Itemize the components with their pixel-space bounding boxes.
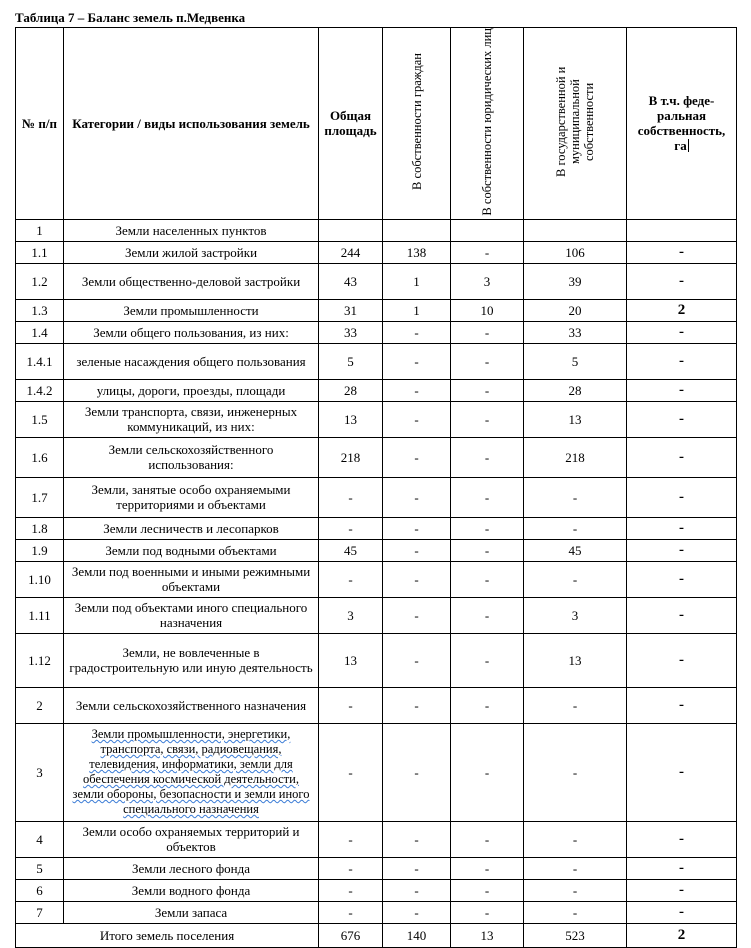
cell-num: 1	[16, 219, 64, 241]
cell-legal: -	[451, 401, 524, 437]
header-num: № п/п	[16, 28, 64, 220]
cell-num: 1.3	[16, 299, 64, 321]
table-row	[16, 857, 737, 879]
cell-citizens: -	[383, 901, 451, 923]
header-legal	[451, 28, 524, 220]
cell-citizens: -	[383, 633, 451, 687]
cell-num: 7	[16, 901, 64, 923]
header-state	[524, 28, 627, 220]
cell-federal: -	[627, 879, 737, 901]
cell-legal: -	[451, 901, 524, 923]
cell-federal: -	[627, 821, 737, 857]
cell-state: -	[524, 857, 627, 879]
cell-num: 3	[16, 723, 64, 821]
table-row	[16, 437, 737, 477]
cell-citizens: 138	[383, 241, 451, 263]
cell-num: 1.5	[16, 401, 64, 437]
header-category: Категории / виды использования земель	[64, 28, 319, 220]
table-row	[16, 723, 737, 821]
table-row	[16, 597, 737, 633]
cell-federal: -	[627, 597, 737, 633]
cell-citizens: -	[383, 857, 451, 879]
cell-total: -	[319, 561, 383, 597]
total-label: Итого земель поселения	[16, 923, 319, 947]
cell-legal: -	[451, 437, 524, 477]
cell-total: 5	[319, 343, 383, 379]
cell-total	[319, 219, 383, 241]
cell-category: Земли под водными объектами	[64, 539, 319, 561]
cell-state: 3	[524, 597, 627, 633]
cell-citizens: -	[383, 539, 451, 561]
header-federal-label: В т.ч. феде-ральная собственность, га	[637, 93, 726, 154]
table-row	[16, 879, 737, 901]
cell-federal: -	[627, 517, 737, 539]
cell-num: 1.9	[16, 539, 64, 561]
cell-category: Земли, занятые особо охраняемыми территориями и объектами	[64, 477, 319, 517]
cell-state: 218	[524, 437, 627, 477]
table-row	[16, 517, 737, 539]
cell-citizens: -	[383, 379, 451, 401]
cell-category: улицы, дороги, проезды, площади	[64, 379, 319, 401]
cell-state: 13	[524, 633, 627, 687]
total-citizens: 140	[383, 923, 451, 947]
cell-citizens	[383, 219, 451, 241]
cell-legal: -	[451, 241, 524, 263]
table-row	[16, 241, 737, 263]
cell-citizens: -	[383, 561, 451, 597]
cell-category: Земли под объектами иного специального назначения	[64, 597, 319, 633]
cell-legal: -	[451, 321, 524, 343]
cell-total: -	[319, 477, 383, 517]
cell-category: Земли промышленности	[64, 299, 319, 321]
table-row	[16, 263, 737, 299]
cell-total: 218	[319, 437, 383, 477]
cell-federal: 2	[627, 299, 737, 321]
cell-state: 106	[524, 241, 627, 263]
cell-legal: -	[451, 379, 524, 401]
cell-legal: -	[451, 879, 524, 901]
cell-category: Земли запаса	[64, 901, 319, 923]
cell-state: 39	[524, 263, 627, 299]
cell-citizens: -	[383, 723, 451, 821]
total-total: 676	[319, 923, 383, 947]
total-row	[16, 923, 737, 947]
cell-legal: -	[451, 723, 524, 821]
cell-num: 6	[16, 879, 64, 901]
table-row	[16, 401, 737, 437]
cell-state: -	[524, 821, 627, 857]
cell-category: зеленые насаждения общего пользования	[64, 343, 319, 379]
cell-legal: 3	[451, 263, 524, 299]
cell-state: 33	[524, 321, 627, 343]
cell-federal: -	[627, 857, 737, 879]
cell-citizens: 1	[383, 299, 451, 321]
table-caption: Таблица 7 – Баланс земель п.Медвенка	[15, 10, 246, 25]
cell-federal: -	[627, 343, 737, 379]
cell-federal: -	[627, 633, 737, 687]
cell-num: 1.12	[16, 633, 64, 687]
cell-citizens: -	[383, 597, 451, 633]
cell-num: 1.4	[16, 321, 64, 343]
cell-federal: -	[627, 263, 737, 299]
cell-total: 43	[319, 263, 383, 299]
cell-legal: -	[451, 687, 524, 723]
cell-total: 244	[319, 241, 383, 263]
cell-category: Земли, не вовлеченные в градостроительную или иную деятельность	[64, 633, 319, 687]
cell-federal: -	[627, 321, 737, 343]
cell-legal: -	[451, 597, 524, 633]
cell-citizens: -	[383, 477, 451, 517]
cell-legal: -	[451, 539, 524, 561]
cell-legal: -	[451, 821, 524, 857]
cell-category: Земли промышленности, энергетики, транспорта, связи, радиовещания, телевидения, информатики, земли для обеспечения космической деятельности, земли обороны, безопасности и земли иного специального назначения	[64, 723, 319, 821]
cell-legal: -	[451, 477, 524, 517]
cell-federal: -	[627, 687, 737, 723]
cell-num: 1.11	[16, 597, 64, 633]
cell-num: 4	[16, 821, 64, 857]
cell-category: Земли лесничеств и лесопарков	[64, 517, 319, 539]
cell-federal: -	[627, 477, 737, 517]
total-legal: 13	[451, 923, 524, 947]
table-row	[16, 343, 737, 379]
cell-legal: -	[451, 561, 524, 597]
cell-federal: -	[627, 561, 737, 597]
cell-federal: -	[627, 539, 737, 561]
cell-state: 45	[524, 539, 627, 561]
cell-total: 28	[319, 379, 383, 401]
cell-total: -	[319, 517, 383, 539]
table-row	[16, 477, 737, 517]
cell-citizens: 1	[383, 263, 451, 299]
cell-citizens: -	[383, 687, 451, 723]
cell-state: -	[524, 517, 627, 539]
table-row	[16, 561, 737, 597]
header-citizens	[383, 28, 451, 220]
cell-num: 2	[16, 687, 64, 723]
table-row	[16, 299, 737, 321]
cell-category: Земли сельскохозяйственного назначения	[64, 687, 319, 723]
cell-total: 3	[319, 597, 383, 633]
cell-category: Земли сельскохозяйственного использования:	[64, 437, 319, 477]
cell-state: -	[524, 879, 627, 901]
cell-citizens: -	[383, 321, 451, 343]
header-federal	[627, 28, 737, 220]
cell-citizens: -	[383, 401, 451, 437]
cell-total: 13	[319, 401, 383, 437]
cell-num: 1.4.2	[16, 379, 64, 401]
cell-num: 5	[16, 857, 64, 879]
cell-state: -	[524, 561, 627, 597]
cell-legal: -	[451, 517, 524, 539]
cell-total: 13	[319, 633, 383, 687]
cell-federal: -	[627, 241, 737, 263]
cell-state: -	[524, 477, 627, 517]
cell-state	[524, 219, 627, 241]
cell-federal: -	[627, 901, 737, 923]
cell-legal: 10	[451, 299, 524, 321]
header-citizens-label: В собственности граждан	[409, 53, 424, 191]
header-legal-label: В собственности юридических лиц	[480, 28, 494, 216]
cell-category: Земли под военными и иными режимными объектами	[64, 561, 319, 597]
cell-total: -	[319, 857, 383, 879]
text-cursor	[688, 139, 689, 152]
cell-category: Земли транспорта, связи, инженерных коммуникаций, из них:	[64, 401, 319, 437]
cell-num: 1.6	[16, 437, 64, 477]
cell-citizens: -	[383, 879, 451, 901]
cell-state: -	[524, 901, 627, 923]
cell-num: 1.8	[16, 517, 64, 539]
cell-num: 1.7	[16, 477, 64, 517]
cell-federal: -	[627, 723, 737, 821]
cell-category: Земли общего пользования, из них:	[64, 321, 319, 343]
table-row	[16, 901, 737, 923]
cell-state: 13	[524, 401, 627, 437]
cell-category: Земли населенных пунктов	[64, 219, 319, 241]
cell-federal	[627, 219, 737, 241]
header-row	[16, 28, 737, 220]
cell-citizens: -	[383, 343, 451, 379]
total-federal: 2	[627, 923, 737, 947]
cell-state: 5	[524, 343, 627, 379]
table-row	[16, 379, 737, 401]
cell-citizens: -	[383, 437, 451, 477]
cell-state: 28	[524, 379, 627, 401]
table-body	[16, 219, 737, 923]
cell-num: 1.1	[16, 241, 64, 263]
land-balance-table	[15, 27, 737, 948]
table-row	[16, 539, 737, 561]
header-total: Общая площадь	[319, 28, 383, 220]
cell-num: 1.2	[16, 263, 64, 299]
cell-num: 1.4.1	[16, 343, 64, 379]
table-row	[16, 321, 737, 343]
table-row	[16, 633, 737, 687]
cell-federal: -	[627, 437, 737, 477]
header-state-label: В государственной и муниципальной собственности	[554, 66, 596, 177]
cell-citizens: -	[383, 821, 451, 857]
cell-total: 45	[319, 539, 383, 561]
cell-total: 33	[319, 321, 383, 343]
cell-category: Земли лесного фонда	[64, 857, 319, 879]
table-row	[16, 219, 737, 241]
cell-total: 31	[319, 299, 383, 321]
cell-federal: -	[627, 379, 737, 401]
cell-category: Земли общественно-деловой застройки	[64, 263, 319, 299]
cell-legal: -	[451, 343, 524, 379]
table-row	[16, 687, 737, 723]
total-state: 523	[524, 923, 627, 947]
cell-total: -	[319, 687, 383, 723]
cell-total: -	[319, 879, 383, 901]
cell-legal: -	[451, 633, 524, 687]
table-row	[16, 821, 737, 857]
cell-category: Земли особо охраняемых территорий и объектов	[64, 821, 319, 857]
cell-num: 1.10	[16, 561, 64, 597]
cell-federal: -	[627, 401, 737, 437]
cell-state: -	[524, 723, 627, 821]
cell-total: -	[319, 821, 383, 857]
cell-state: 20	[524, 299, 627, 321]
cell-category: Земли водного фонда	[64, 879, 319, 901]
cell-category: Земли жилой застройки	[64, 241, 319, 263]
cell-total: -	[319, 723, 383, 821]
cell-citizens: -	[383, 517, 451, 539]
cell-state: -	[524, 687, 627, 723]
cell-total: -	[319, 901, 383, 923]
cell-legal	[451, 219, 524, 241]
cell-legal: -	[451, 857, 524, 879]
